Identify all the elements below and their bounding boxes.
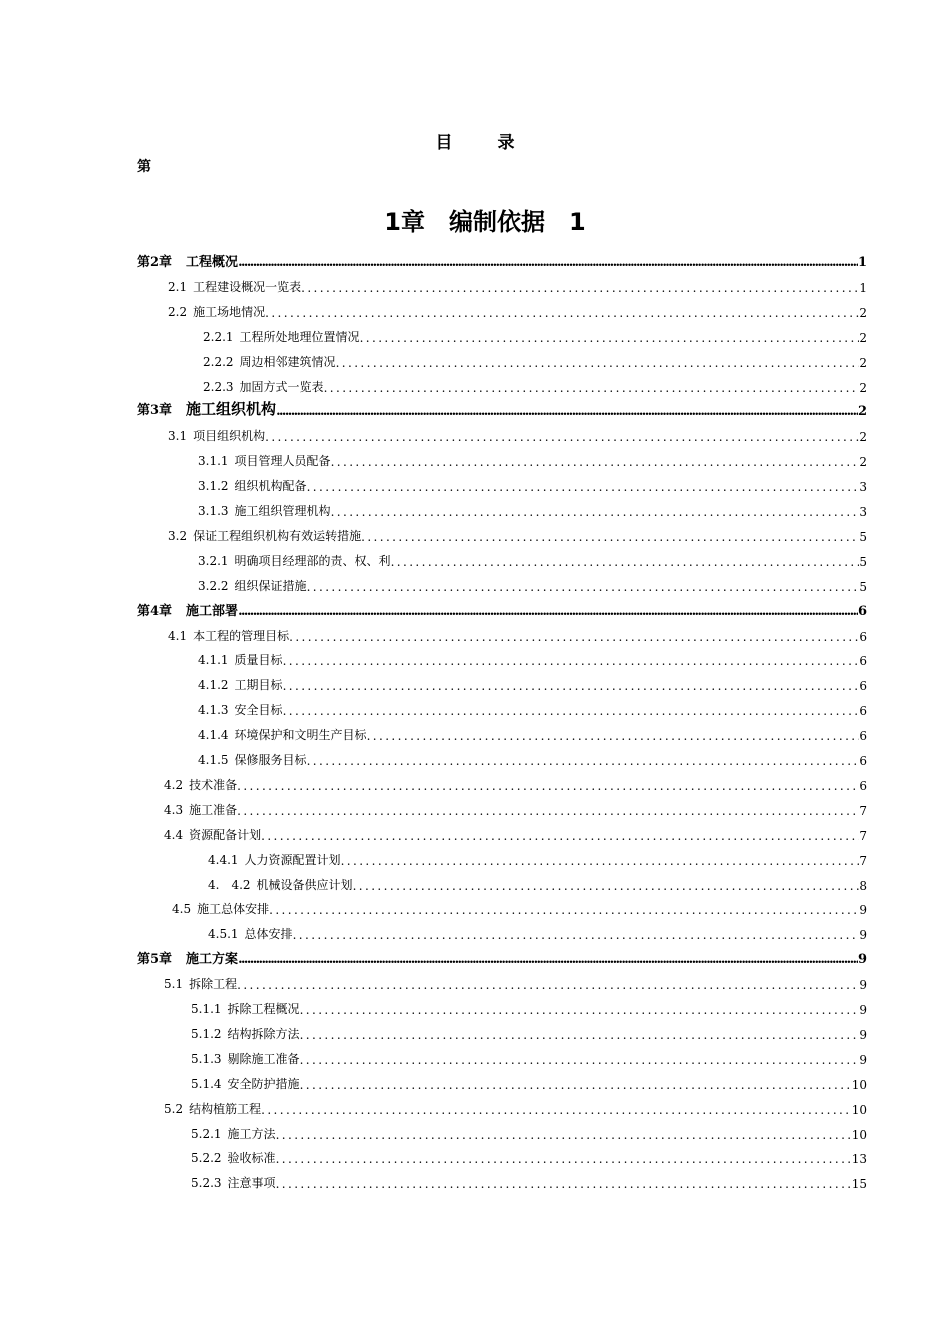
toc-leader [237,804,859,818]
toc-entry[interactable] [198,474,867,494]
toc-entry[interactable] [168,275,867,295]
toc-number: 5.2 [164,1101,184,1116]
toc-title: 质量目标 [234,653,283,668]
toc-page-number: 3 [859,505,867,519]
toc-number: 第2章 [137,255,173,270]
toc-leader [360,331,860,345]
toc-leader [276,1128,852,1142]
toc-number: 2.2 [168,304,188,319]
toc-number: 3.1.1 [198,454,229,469]
toc-leader [283,704,860,718]
toc-entry[interactable] [198,499,867,519]
toc-title: 注意事项 [227,1176,276,1191]
toc-leader [301,281,859,295]
toc-title: 总体安排 [244,927,293,942]
toc-leader [293,928,860,942]
toc-title: 拆除工程概况 [227,1002,300,1016]
toc-entry[interactable] [191,1047,867,1067]
toc-title: 施工部署 [186,603,239,619]
toc-entry[interactable] [164,1097,867,1117]
toc-title: 明确项目经理部的责、权、利 [234,553,391,568]
toc-entry[interactable] [168,424,867,444]
toc-page-number: 2 [859,430,867,445]
toc-number: 第3章 [137,403,173,419]
toc-page-number: 3 [859,480,867,495]
toc-entry[interactable] [208,873,867,893]
toc-title: 项目管理人员配备 [234,454,331,469]
toc-page-number: 6 [859,704,867,719]
toc-number: 4.4 [164,827,184,842]
toc-page-number: 5 [859,579,867,594]
toc-entry[interactable] [191,997,867,1017]
toc-entry[interactable] [198,723,867,743]
toc-title: 施工方法 [227,1126,276,1141]
toc-page-number: 6 [859,654,867,669]
toc-number: 4.5.1 [208,927,239,942]
toc-title: 技术准备 [189,777,238,792]
toc-title: 工程概况 [186,255,239,270]
toc-number: 4.4.1 [208,852,239,867]
toc-title: 组织保证措施 [234,578,307,593]
toc-page-number: 6 [859,754,867,768]
toc-leader [238,255,858,270]
toc-entry[interactable] [191,1072,867,1092]
toc-entry[interactable] [208,922,867,942]
toc-title: 施工场地情况 [193,304,266,319]
toc-title: 保修服务目标 [234,753,307,767]
chapter-prefix: 第 [137,159,151,175]
toc-leader [276,404,858,419]
toc-page-number: 2 [859,305,867,320]
toc-entry[interactable] [198,449,867,469]
toc-leader [238,604,858,619]
toc-number: 4.2 [164,777,184,792]
toc-number: 5.2.1 [191,1126,222,1141]
toc-number: 4.1.5 [198,753,229,767]
toc-entry[interactable] [198,648,867,668]
toc-leader [331,455,860,469]
toc-page-number: 2 [859,380,867,395]
toc-page-number: 7 [859,853,867,868]
toc-number: 5.1.2 [191,1026,222,1041]
toc-number: 3.1 [168,429,188,444]
toc-number: 4.3 [164,802,184,817]
toc-number: 2.2.2 [203,354,234,369]
toc-page-number: 2 [859,355,867,370]
toc-entry[interactable] [198,698,867,718]
toc-title: 环境保护和文明生产目标 [234,728,367,743]
toc-title: 结构植筋工程 [189,1101,262,1116]
toc-entry[interactable] [164,773,867,793]
toc-leader [307,580,860,594]
toc-title: 机械设备供应计划 [256,877,353,892]
toc-number: 3.1.3 [198,504,229,518]
toc-leader [237,779,859,793]
toc-leader [289,630,859,644]
toc-entry[interactable] [164,798,867,818]
toc-leader [341,854,860,868]
toc-number: 4. 4.2 [208,877,251,892]
toc-title: 安全防护措施 [227,1076,300,1091]
toc-entry[interactable] [198,574,867,594]
toc-page-number: 10 [851,1102,867,1117]
toc-title: 加固方式一览表 [239,379,324,394]
toc-entry[interactable] [168,300,867,320]
toc-page-number: 10 [851,1077,867,1092]
toc-number: 3.2.1 [198,553,229,568]
toc-leader [391,555,860,569]
toc-title: 保证工程组织机构有效运转措施 [193,528,362,543]
toc-leader [261,829,859,843]
toc-title: 人力资源配置计划 [244,852,341,867]
toc-entry[interactable] [164,823,867,843]
toc-page-number: 13 [851,1152,867,1167]
toc-entry[interactable] [137,599,867,619]
toc-number: 2.2.3 [203,379,234,394]
toc-title: 拆除工程 [189,977,238,992]
toc-leader [261,1103,852,1117]
toc-entry[interactable] [168,624,867,644]
toc-title: 施工方案 [186,952,239,968]
toc-entry[interactable] [191,1022,867,1042]
toc-leader [361,530,859,544]
toc-number: 5.1.1 [191,1002,222,1016]
toc-title: 工程所处地理位置情况 [239,329,360,344]
toc-entry[interactable] [191,1171,867,1191]
toc-entry[interactable] [198,673,867,693]
toc-number: 3.2 [168,528,188,543]
toc-title: 施工组织管理机构 [234,504,331,518]
toc-title: 工期目标 [234,678,283,693]
toc-title: 施工组织机构 [186,400,277,419]
toc-page-number: 2 [857,404,867,420]
chapter-1-heading[interactable]: 1章 编制依据 1 [384,208,586,236]
toc-page-number: 6 [859,679,867,694]
toc-number: 2.1 [168,279,188,294]
toc-title: 安全目标 [234,703,283,718]
toc-entry[interactable] [164,972,867,992]
toc-leader [283,679,860,693]
toc-leader [331,505,860,519]
toc-leader [353,879,860,893]
toc-entry[interactable] [137,947,867,967]
toc-entry[interactable] [191,1146,867,1166]
toc-page-number: 9 [859,903,867,918]
toc-title: 目 录 [435,133,529,153]
toc-page-number: 6 [857,603,867,619]
toc-page-number: 9 [859,978,867,993]
toc-title: 工程建设概况一览表 [193,279,302,294]
toc-leader [269,903,859,917]
toc-entry[interactable] [203,350,867,370]
toc-number: 第5章 [137,952,173,968]
toc-leader [238,952,858,967]
toc-page-number: 9 [859,1027,867,1042]
toc-title: 验收标准 [227,1151,276,1166]
toc-page-number: 9 [859,1003,867,1017]
toc-title: 剔除施工准备 [227,1051,300,1066]
toc-number: 3.2.2 [198,578,229,593]
toc-entry[interactable] [203,325,867,345]
toc-leader [265,306,859,320]
toc-page-number: 9 [859,928,867,943]
toc-leader [276,1152,852,1166]
toc-page-number: 5 [859,529,867,544]
toc-leader [324,381,860,395]
toc-page-number: 15 [851,1177,867,1192]
toc-leader [307,480,860,494]
toc-title: 项目组织机构 [193,429,266,444]
toc-title: 组织机构配备 [234,479,307,494]
toc-number: 5.1 [164,977,184,992]
toc-leader [300,1028,860,1042]
toc-title: 周边相邻建筑情况 [239,354,336,369]
toc-number: 5.2.2 [191,1151,222,1166]
toc-number: 4.1 [168,628,188,643]
toc-number: 5.1.4 [191,1076,222,1091]
toc-leader [237,978,859,992]
toc-entry[interactable] [198,748,867,768]
toc-title: 结构拆除方法 [227,1026,300,1041]
toc-number: 4.5 [172,902,192,917]
toc-page-number: 6 [859,629,867,644]
toc-entry[interactable] [191,1122,867,1142]
toc-entry[interactable] [137,250,867,270]
toc-entry[interactable] [168,524,867,544]
toc-page-number: 6 [859,729,867,744]
toc-title: 资源配备计划 [189,827,262,842]
toc-title: 本工程的管理目标 [193,628,290,643]
toc-page-number: 5 [859,554,867,569]
toc-entry[interactable] [198,549,867,569]
toc-number: 2.2.1 [203,329,234,344]
toc-entry[interactable] [208,848,867,868]
toc-title: 施工总体安排 [197,902,270,917]
toc-number: 3.1.2 [198,479,229,494]
toc-page-number: 6 [859,778,867,793]
toc-page-number: 2 [859,455,867,470]
toc-leader [307,754,860,768]
toc-leader [265,430,859,444]
toc-number: 4.1.3 [198,703,229,718]
toc-page-number: 9 [857,952,867,968]
toc-page-number: 1 [859,280,867,295]
toc-leader [300,1003,860,1017]
toc-number: 第4章 [137,603,173,619]
toc-leader [300,1078,852,1092]
toc-page-number: 7 [859,828,867,843]
toc-title: 施工准备 [189,802,238,817]
toc-entry[interactable] [172,897,867,917]
toc-page-number: 9 [859,1052,867,1067]
toc-leader [300,1053,860,1067]
toc-leader [336,356,860,370]
toc-leader [276,1177,852,1191]
toc-number: 5.2.3 [191,1176,222,1191]
toc-page-number: 8 [859,878,867,893]
toc-number: 4.1.4 [198,728,229,743]
toc-leader [367,729,860,743]
toc-page-number: 2 [859,330,867,345]
toc-number: 4.1.2 [198,678,229,693]
toc-page-number: 7 [859,803,867,818]
toc-number: 5.1.3 [191,1051,222,1066]
toc-page-number: 10 [851,1127,867,1142]
toc-number: 4.1.1 [198,653,229,668]
toc-page-number: 1 [857,255,867,270]
toc-entry[interactable] [203,375,867,395]
toc-leader [283,654,860,668]
toc-entry[interactable] [137,399,867,419]
